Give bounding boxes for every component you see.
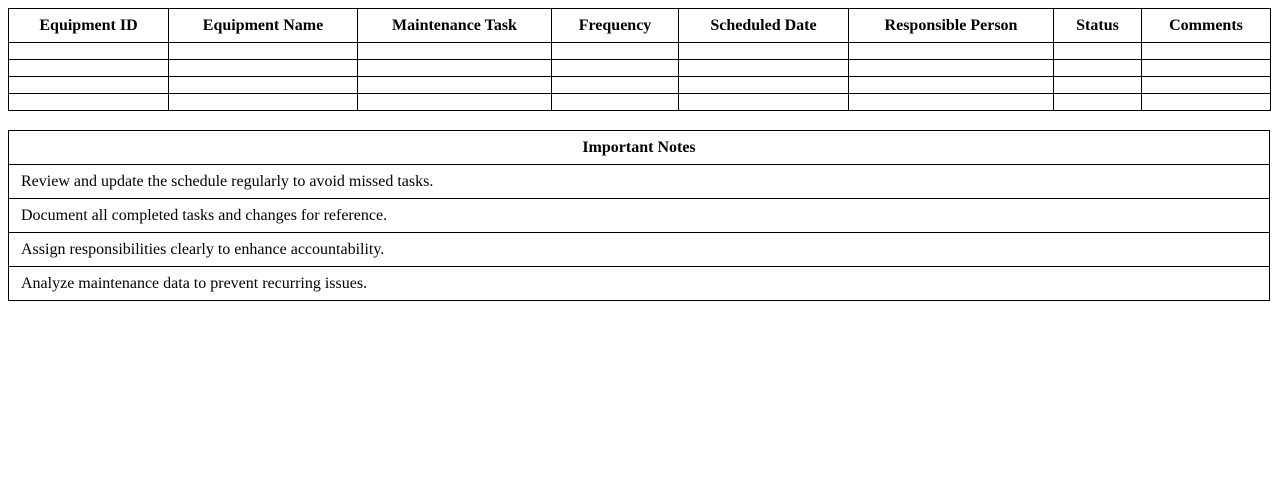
- table-cell: [849, 77, 1054, 94]
- table-cell: [679, 43, 849, 60]
- table-cell: [9, 94, 169, 111]
- table-cell: [169, 60, 358, 77]
- table-cell: [9, 43, 169, 60]
- table-cell: [358, 94, 552, 111]
- table-row: [9, 60, 1271, 77]
- note-text: Document all completed tasks and changes for reference.: [9, 199, 1270, 233]
- table-row: [9, 77, 1271, 94]
- header-equipment-id: Equipment ID: [9, 9, 169, 43]
- header-comments: Comments: [1142, 9, 1271, 43]
- header-equipment-name: Equipment Name: [169, 9, 358, 43]
- table-cell: [358, 60, 552, 77]
- table-cell: [169, 77, 358, 94]
- table-cell: [679, 60, 849, 77]
- table-cell: [1054, 43, 1142, 60]
- table-cell: [1142, 60, 1271, 77]
- table-cell: [552, 43, 679, 60]
- table-row: [9, 43, 1271, 60]
- schedule-header-row: [9, 9, 1271, 43]
- table-cell: [9, 60, 169, 77]
- header-status: Status: [1054, 9, 1142, 43]
- table-cell: [1142, 43, 1271, 60]
- document-sheet: [8, 8, 1270, 301]
- notes-title: Important Notes: [9, 131, 1270, 165]
- table-row: [9, 94, 1271, 111]
- table-cell: [1142, 77, 1271, 94]
- important-notes-table: [8, 130, 1270, 301]
- list-item: [9, 267, 1270, 301]
- table-cell: [679, 77, 849, 94]
- table-cell: [1054, 60, 1142, 77]
- list-item: [9, 199, 1270, 233]
- list-item: [9, 165, 1270, 199]
- table-cell: [1054, 77, 1142, 94]
- header-scheduled-date: Scheduled Date: [679, 9, 849, 43]
- note-text: Analyze maintenance data to prevent recurring issues.: [9, 267, 1270, 301]
- table-cell: [552, 94, 679, 111]
- table-cell: [169, 43, 358, 60]
- table-cell: [358, 43, 552, 60]
- table-cell: [849, 43, 1054, 60]
- table-cell: [169, 94, 358, 111]
- table-cell: [1142, 94, 1271, 111]
- table-cell: [849, 60, 1054, 77]
- notes-header-row: [9, 131, 1270, 165]
- table-cell: [849, 94, 1054, 111]
- header-responsible-person: Responsible Person: [849, 9, 1054, 43]
- table-cell: [552, 60, 679, 77]
- table-cell: [9, 77, 169, 94]
- header-maintenance-task: Maintenance Task: [358, 9, 552, 43]
- list-item: [9, 233, 1270, 267]
- table-cell: [1054, 94, 1142, 111]
- note-text: Assign responsibilities clearly to enhance accountability.: [9, 233, 1270, 267]
- table-cell: [679, 94, 849, 111]
- header-frequency: Frequency: [552, 9, 679, 43]
- note-text: Review and update the schedule regularly to avoid missed tasks.: [9, 165, 1270, 199]
- table-cell: [358, 77, 552, 94]
- table-cell: [552, 77, 679, 94]
- maintenance-schedule-table: [8, 8, 1271, 111]
